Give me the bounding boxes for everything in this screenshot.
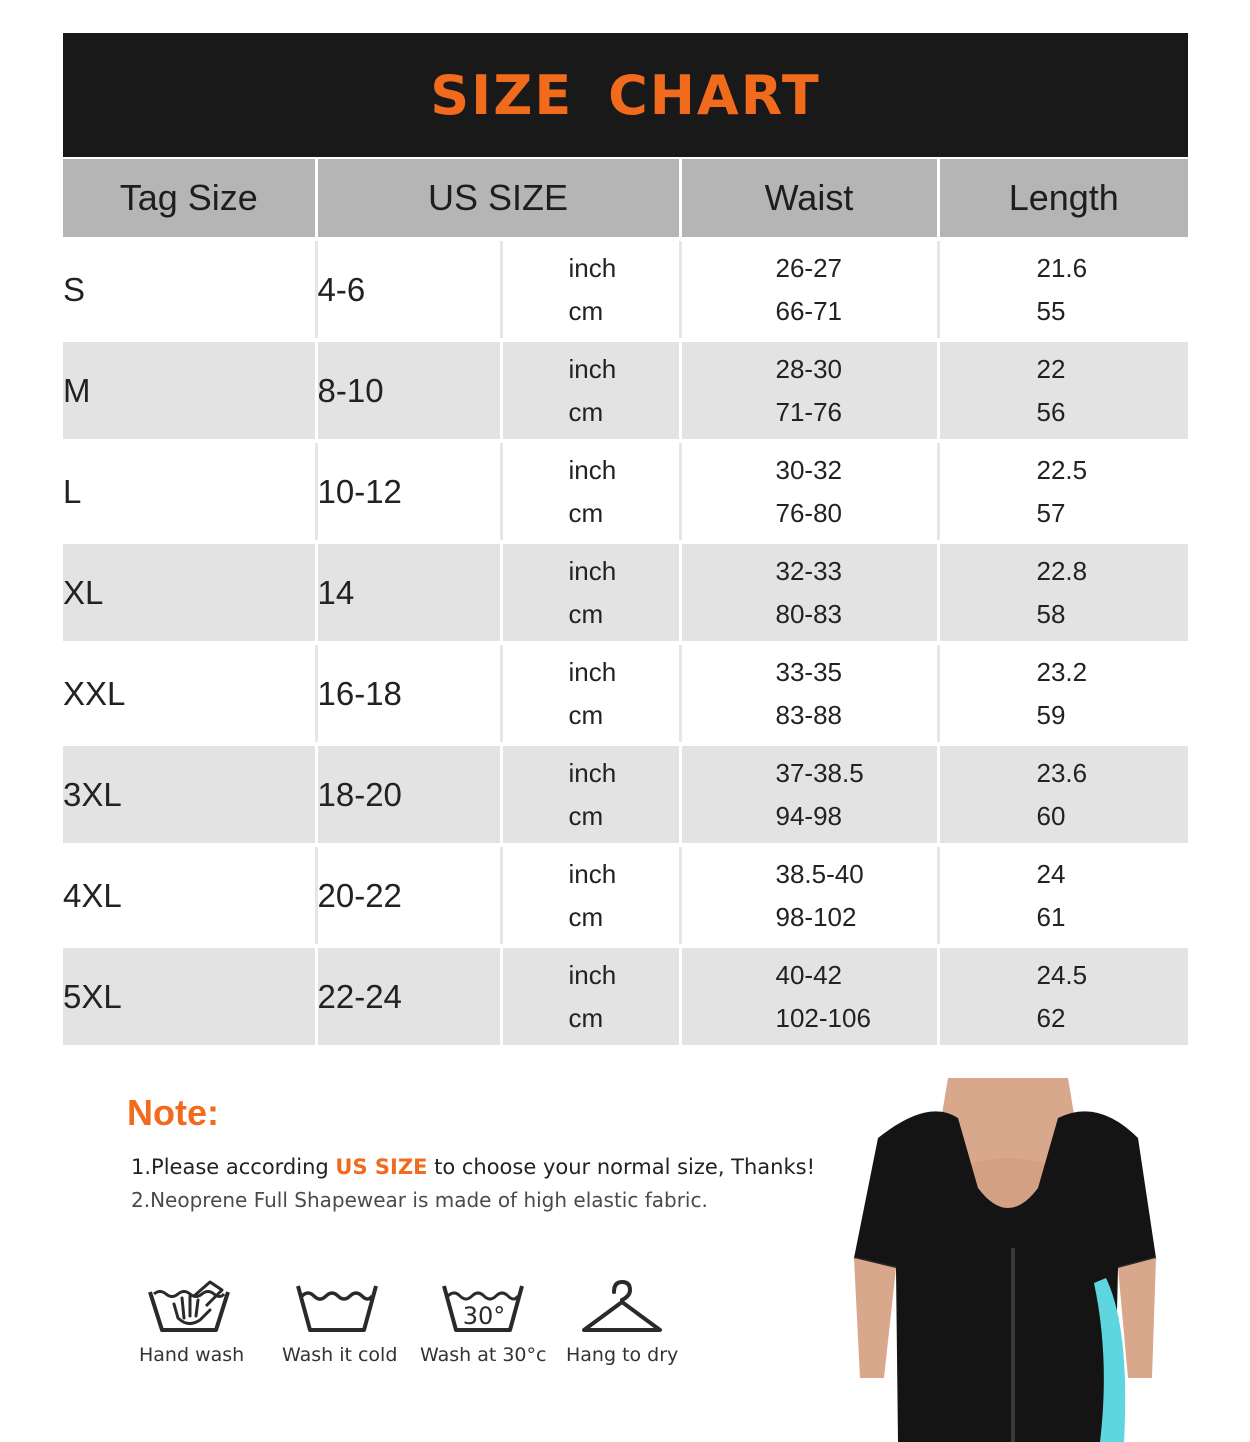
length-inch: 23.2	[1036, 656, 1088, 687]
length-inch: 21.6	[1036, 252, 1088, 283]
note-highlight: US SIZE	[335, 1155, 428, 1179]
waist-inch: 30-32	[775, 454, 842, 485]
waist-cell	[680, 239, 938, 340]
table-row	[63, 643, 1188, 744]
table-row	[63, 441, 1188, 542]
length-cell	[938, 744, 1188, 845]
unit-cm: cm	[568, 901, 604, 932]
unit-inch: inch	[568, 252, 617, 283]
table-row	[63, 946, 1188, 1045]
waist-inch: 32-33	[775, 555, 842, 586]
length-cm: 61	[1036, 901, 1066, 932]
unit-inch: inch	[568, 959, 617, 990]
unit-cm: cm	[568, 295, 604, 326]
waist-cell	[680, 441, 938, 542]
header-waist: Waist	[680, 159, 938, 239]
length-inch: 24.5	[1036, 959, 1088, 990]
model-image	[838, 1078, 1168, 1442]
unit-cm: cm	[568, 1002, 604, 1033]
waist-inch: 40-42	[775, 959, 842, 990]
hand-wash-icon	[144, 1276, 234, 1336]
unit-inch: inch	[568, 454, 617, 485]
length-cm: 57	[1036, 497, 1066, 528]
note-line-1-suffix: to choose your normal size, Thanks!	[427, 1155, 815, 1179]
care-hang-dry	[566, 1276, 679, 1366]
us-size-cell: 20-22	[316, 845, 501, 946]
waist-cell	[680, 643, 938, 744]
length-cell	[938, 239, 1188, 340]
page-title: SIZE CHART	[430, 63, 821, 127]
unit-inch: inch	[568, 656, 617, 687]
length-cm: 60	[1036, 800, 1066, 831]
tag-size-cell: S	[63, 239, 316, 340]
unit-cm: cm	[568, 800, 604, 831]
waist-cell	[680, 845, 938, 946]
length-cell	[938, 946, 1188, 1045]
tag-size-cell: 3XL	[63, 744, 316, 845]
waist-cell	[680, 744, 938, 845]
length-cm: 62	[1036, 1002, 1066, 1033]
unit-cm: cm	[568, 497, 604, 528]
waist-cm: 94-98	[775, 800, 842, 831]
unit-cm: cm	[568, 699, 604, 730]
us-size-cell: 18-20	[316, 744, 501, 845]
length-cm: 56	[1036, 396, 1066, 427]
length-inch: 22	[1036, 353, 1066, 384]
length-inch: 23.6	[1036, 757, 1088, 788]
table-row	[63, 744, 1188, 845]
waist-cm: 98-102	[775, 901, 857, 932]
waist-cm: 80-83	[775, 598, 842, 629]
waist-cm: 71-76	[775, 396, 842, 427]
tag-size-cell: XXL	[63, 643, 316, 744]
us-size-cell: 22-24	[316, 946, 501, 1045]
care-label: Hand wash	[139, 1344, 245, 1366]
wash-cold-icon	[292, 1276, 382, 1336]
waist-cell	[680, 340, 938, 441]
length-cell	[938, 845, 1188, 946]
unit-cm: cm	[568, 598, 604, 629]
tag-size-cell: 5XL	[63, 946, 316, 1045]
length-inch: 22.5	[1036, 454, 1088, 485]
care-label: Hang to dry	[566, 1344, 679, 1366]
unit-cell	[501, 340, 680, 441]
care-label: Wash it cold	[282, 1344, 398, 1366]
us-size-cell: 4-6	[316, 239, 501, 340]
table-row	[63, 239, 1188, 340]
waist-inch: 38.5-40	[775, 858, 864, 889]
note-line-2: 2.Neoprene Full Shapewear is made of high elastic fabric.	[131, 1188, 708, 1212]
length-inch: 24	[1036, 858, 1066, 889]
unit-cell	[501, 643, 680, 744]
unit-cm: cm	[568, 396, 604, 427]
unit-inch: inch	[568, 555, 617, 586]
waist-cm: 102-106	[775, 1002, 871, 1033]
us-size-cell: 14	[316, 542, 501, 643]
unit-cell	[501, 239, 680, 340]
us-size-cell: 16-18	[316, 643, 501, 744]
waist-inch: 33-35	[775, 656, 842, 687]
length-cell	[938, 441, 1188, 542]
unit-cell	[501, 542, 680, 643]
wash-30-icon	[438, 1276, 528, 1336]
table-row	[63, 845, 1188, 946]
waist-cell	[680, 542, 938, 643]
tag-size-cell: 4XL	[63, 845, 316, 946]
care-label: Wash at 30°c	[420, 1344, 547, 1366]
header-us-size: US SIZE	[316, 159, 680, 239]
unit-inch: inch	[568, 353, 617, 384]
table-row	[63, 340, 1188, 441]
waist-inch: 37-38.5	[775, 757, 864, 788]
tag-size-cell: L	[63, 441, 316, 542]
unit-inch: inch	[568, 858, 617, 889]
care-wash-30	[420, 1276, 546, 1366]
tag-size-cell: XL	[63, 542, 316, 643]
wash-temp: 30°	[462, 1302, 506, 1330]
unit-cell	[501, 441, 680, 542]
length-cm: 58	[1036, 598, 1066, 629]
unit-cell	[501, 946, 680, 1045]
waist-cm: 83-88	[775, 699, 842, 730]
size-chart-table	[63, 159, 1188, 1045]
length-cell	[938, 542, 1188, 643]
table-header-row	[63, 159, 1188, 239]
us-size-cell: 8-10	[316, 340, 501, 441]
waist-cm: 66-71	[775, 295, 842, 326]
unit-cell	[501, 744, 680, 845]
length-inch: 22.8	[1036, 555, 1088, 586]
us-size-cell: 10-12	[316, 441, 501, 542]
header-tag-size: Tag Size	[63, 159, 316, 239]
waist-cell	[680, 946, 938, 1045]
table-row	[63, 542, 1188, 643]
length-cell	[938, 643, 1188, 744]
care-hand-wash	[139, 1276, 245, 1366]
unit-inch: inch	[568, 757, 617, 788]
length-cell	[938, 340, 1188, 441]
tag-size-cell: M	[63, 340, 316, 441]
note-line-1	[131, 1155, 815, 1179]
header-length: Length	[938, 159, 1188, 239]
care-wash-cold	[282, 1276, 398, 1366]
title-banner	[63, 33, 1188, 157]
note-line-1-prefix: 1.Please according	[131, 1155, 336, 1179]
waist-inch: 28-30	[775, 353, 842, 384]
length-cm: 55	[1036, 295, 1066, 326]
unit-cell	[501, 845, 680, 946]
length-cm: 59	[1036, 699, 1066, 730]
waist-inch: 26-27	[775, 252, 842, 283]
note-title: Note:	[127, 1092, 219, 1133]
hanger-icon	[576, 1276, 666, 1336]
waist-cm: 76-80	[775, 497, 842, 528]
